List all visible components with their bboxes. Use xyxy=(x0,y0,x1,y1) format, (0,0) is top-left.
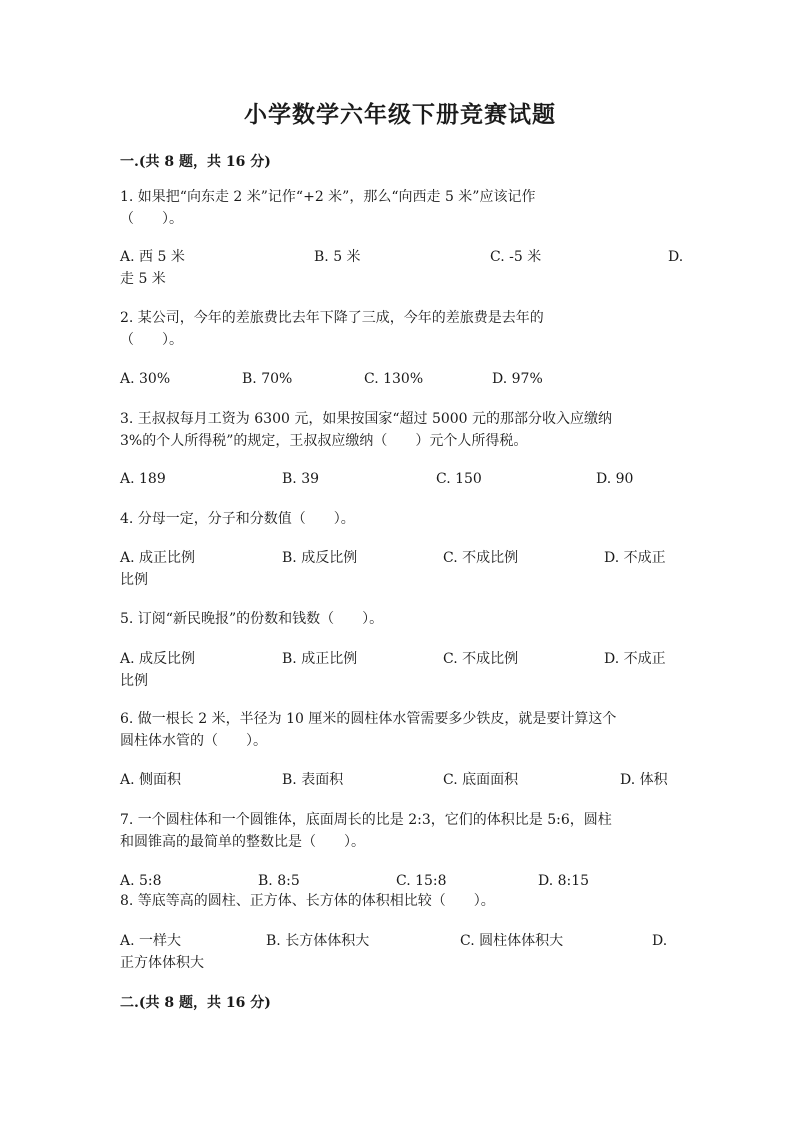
option-d[interactable]: D. 不成正 xyxy=(604,550,666,566)
option-b[interactable]: B. 39 xyxy=(282,471,320,487)
question-5 xyxy=(120,608,680,630)
question-text-line: 圆柱体水管的（ ）。 xyxy=(120,733,267,749)
question-6 xyxy=(120,708,680,752)
question-2 xyxy=(120,307,680,351)
option-a[interactable]: A. 成反比例 xyxy=(120,651,196,667)
question-text-line: 和圆锥高的最简单的整数比是（ ）。 xyxy=(120,834,365,850)
option-c[interactable]: C. 圆柱体体积大 xyxy=(460,933,564,949)
option-d-continued: 正方体体积大 xyxy=(120,955,204,971)
option-c[interactable]: C. 15:8 xyxy=(396,873,447,889)
question-text-line: （ ）。 xyxy=(120,332,183,348)
option-c[interactable]: C. 130% xyxy=(364,371,424,387)
question-7 xyxy=(120,809,680,853)
section-heading-2: 二.(共 8 题，共 16 分) xyxy=(120,995,271,1011)
option-d-continued: 比例 xyxy=(120,572,148,588)
option-d-continued: 比例 xyxy=(120,673,148,689)
option-b[interactable]: B. 8:5 xyxy=(258,873,300,889)
option-b[interactable]: B. 表面积 xyxy=(282,772,344,788)
option-a[interactable]: A. 西 5 米 xyxy=(120,249,185,265)
option-d[interactable]: D. 90 xyxy=(596,471,634,487)
option-d[interactable]: D. xyxy=(668,249,684,265)
question-3 xyxy=(120,408,680,452)
option-c[interactable]: C. 不成比例 xyxy=(443,550,519,566)
option-a[interactable]: A. 侧面积 xyxy=(120,772,182,788)
option-b[interactable]: B. 70% xyxy=(242,371,293,387)
question-text-line: 7. 一个圆柱体和一个圆锥体，底面周长的比是 2:3，它们的体积比是 5:6，圆柱 xyxy=(120,812,612,828)
option-a[interactable]: A. 189 xyxy=(120,471,166,487)
option-a[interactable]: A. 30% xyxy=(120,371,171,387)
option-d[interactable]: D. 不成正 xyxy=(604,651,666,667)
option-c[interactable]: C. 不成比例 xyxy=(443,651,519,667)
question-text-line: 1. 如果把“向东走 2 米”记作“+2 米”，那么“向西走 5 米”应该记作 xyxy=(120,189,536,205)
question-text-line: 4. 分母一定，分子和分数值（ ）。 xyxy=(120,511,355,527)
question-text-line: （ ）。 xyxy=(120,211,183,227)
question-1 xyxy=(120,186,680,230)
option-a[interactable]: A. 5:8 xyxy=(120,873,162,889)
option-d[interactable]: D. 8:15 xyxy=(538,873,590,889)
option-b[interactable]: B. 长方体体积大 xyxy=(266,933,370,949)
option-c[interactable]: C. 底面面积 xyxy=(443,772,519,788)
question-text-line: 8. 等底等高的圆柱、正方体、长方体的体积相比较（ ）。 xyxy=(120,893,495,909)
section-heading-1: 一.(共 8 题，共 16 分) xyxy=(120,154,271,170)
option-d-continued: 走 5 米 xyxy=(120,271,166,287)
option-d[interactable]: D. 97% xyxy=(492,371,543,387)
option-b[interactable]: B. 成反比例 xyxy=(282,550,358,566)
question-4 xyxy=(120,508,680,530)
question-text-line: 5. 订阅“新民晚报”的份数和钱数（ ）。 xyxy=(120,611,384,627)
question-text-line: 6. 做一根长 2 米，半径为 10 厘米的圆柱体水管需要多少铁皮，就是要计算这个 xyxy=(120,711,617,727)
option-d[interactable]: D. 体积 xyxy=(620,772,668,788)
option-c[interactable]: C. 150 xyxy=(436,471,482,487)
option-a[interactable]: A. 一样大 xyxy=(120,933,182,949)
question-text-line: 2. 某公司，今年的差旅费比去年下降了三成，今年的差旅费是去年的 xyxy=(120,310,544,326)
option-b[interactable]: B. 5 米 xyxy=(314,249,361,265)
question-8 xyxy=(120,890,680,912)
page-title: 小学数学六年级下册竞赛试题 xyxy=(244,101,556,128)
option-b[interactable]: B. 成正比例 xyxy=(282,651,358,667)
question-text-line: 3%的个人所得税”的规定，王叔叔应缴纳（ ）元个人所得税。 xyxy=(120,433,528,449)
question-text-line: 3. 王叔叔每月工资为 6300 元，如果按国家“超过 5000 元的那部分收入应缴纳 xyxy=(120,411,613,427)
option-d[interactable]: D. xyxy=(652,933,668,949)
option-a[interactable]: A. 成正比例 xyxy=(120,550,196,566)
option-c[interactable]: C. -5 米 xyxy=(490,249,542,265)
